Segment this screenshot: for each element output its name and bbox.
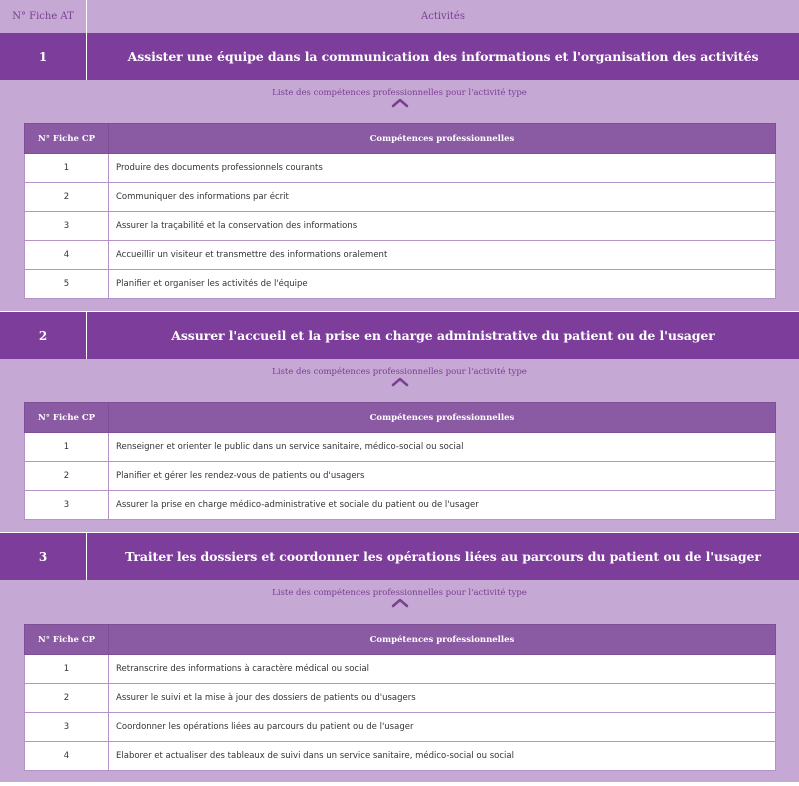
skill-num: 3 [25,212,109,241]
table-row [25,684,776,713]
skill-num: 2 [25,183,109,212]
activity-panel-1 [0,80,799,311]
activity-row-3[interactable] [0,533,799,580]
skill-num: 1 [25,655,109,684]
skill-num: 2 [25,462,109,491]
table-row [25,433,776,462]
skill-num: 3 [25,713,109,742]
col-header-num: N° Fiche CP [25,124,109,154]
table-header [0,0,799,33]
col-header-num: N° Fiche CP [25,625,109,655]
table-row [25,742,776,771]
activity-title: Traiter les dossiers et coordonner les opérations liées au parcours du patient ou de l'usager [125,549,761,564]
skill-label: Planifier et gérer les rendez-vous de patients ou d'usagers [109,462,776,491]
skill-label: Retranscrire des informations à caractère médical ou social [109,655,776,684]
activity-panel-3 [0,580,799,782]
activity-row-1[interactable] [0,33,799,80]
skill-label: Assurer le suivi et la mise à jour des dossiers de patients ou d'usagers [109,684,776,713]
skill-label: Elaborer et actualiser des tableaux de suivi dans un service sanitaire, médico-social ou social [109,742,776,771]
col-header-num: N° Fiche CP [25,403,109,433]
table-row [25,462,776,491]
skills-toggle[interactable]: Liste des compétences professionnelles pour l'activité type [272,88,527,98]
table-row [25,212,776,241]
skill-label: Accueillir un visiteur et transmettre des informations oralement [109,241,776,270]
chevron-up-icon[interactable] [391,98,409,108]
table-row [25,183,776,212]
activity-num: 3 [0,533,87,580]
skills-toggle[interactable]: Liste des compétences professionnelles pour l'activité type [272,367,527,377]
skill-num: 5 [25,270,109,299]
activity-num: 2 [0,312,87,359]
skill-label: Assurer la prise en charge médico-administrative et sociale du patient ou de l'usager [109,491,776,520]
activity-num: 1 [0,33,87,80]
skill-num: 4 [25,742,109,771]
skill-num: 3 [25,491,109,520]
activity-title: Assurer l'accueil et la prise en charge administrative du patient ou de l'usager [171,328,715,343]
skill-label: Communiquer des informations par écrit [109,183,776,212]
skills-table [24,123,776,299]
skill-num: 1 [25,433,109,462]
table-row [25,713,776,742]
col-header-skills: Compétences professionnelles [109,625,776,655]
skill-num: 4 [25,241,109,270]
table-row [25,655,776,684]
skill-num: 2 [25,684,109,713]
activity-row-2[interactable] [0,312,799,359]
table-row [25,491,776,520]
skill-label: Produire des documents professionnels courants [109,154,776,183]
skill-label: Renseigner et orienter le public dans un service sanitaire, médico-social ou social [109,433,776,462]
table-row [25,241,776,270]
header-activities: Activités [421,11,465,22]
col-header-skills: Compétences professionnelles [109,403,776,433]
skill-num: 1 [25,154,109,183]
chevron-up-icon[interactable] [391,377,409,387]
table-row [25,154,776,183]
chevron-up-icon[interactable] [391,598,409,608]
skill-label: Assurer la traçabilité et la conservation des informations [109,212,776,241]
table-row [25,270,776,299]
skill-label: Planifier et organiser les activités de l'équipe [109,270,776,299]
activity-panel-2 [0,359,799,532]
skill-label: Coordonner les opérations liées au parcours du patient ou de l'usager [109,713,776,742]
skills-toggle[interactable]: Liste des compétences professionnelles pour l'activité type [272,588,527,598]
header-num: N° Fiche AT [0,0,87,33]
col-header-skills: Compétences professionnelles [109,124,776,154]
skills-table [24,624,776,771]
skills-table [24,402,776,520]
activity-title: Assister une équipe dans la communication des informations et l'organisation des activités [127,49,759,64]
